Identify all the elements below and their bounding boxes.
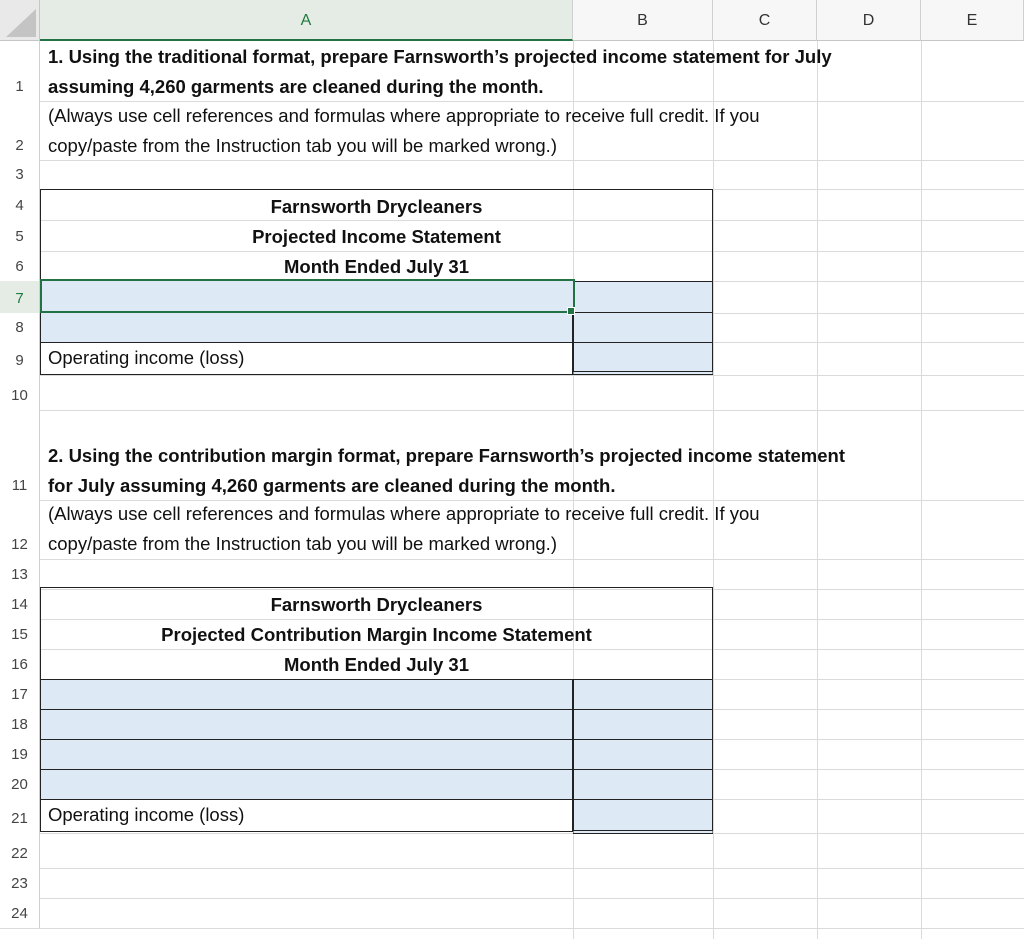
- row-header-7[interactable]: 7: [0, 281, 40, 313]
- row-header-3[interactable]: 3: [0, 160, 40, 189]
- question-2-note-line-2[interactable]: copy/paste from the Instruction tab you will be marked wrong.): [48, 533, 557, 554]
- statement-2-title[interactable]: Projected Contribution Margin Income Statement: [161, 624, 592, 645]
- row-header-1[interactable]: 1: [0, 41, 40, 101]
- statement-1-title[interactable]: Projected Income Statement: [252, 226, 501, 247]
- row-header-14[interactable]: 14: [0, 589, 40, 619]
- select-all-corner[interactable]: [0, 0, 40, 41]
- row-header-12[interactable]: 12: [0, 500, 40, 559]
- question-2-line-1[interactable]: 2. Using the contribution margin format, prepare Farnsworth’s projected income statement: [48, 445, 845, 466]
- statement-2-period[interactable]: Month Ended July 31: [283, 654, 470, 675]
- row-header-16[interactable]: 16: [0, 649, 40, 679]
- statement-2-row-17-label-input[interactable]: [40, 679, 573, 710]
- row-header-8[interactable]: 8: [0, 313, 40, 342]
- row-header-5[interactable]: 5: [0, 220, 40, 251]
- row-header-22[interactable]: 22: [0, 833, 40, 868]
- row-header-13[interactable]: 13: [0, 559, 40, 589]
- row-header-18[interactable]: 18: [0, 709, 40, 739]
- statement-2-total-amount-input[interactable]: [573, 799, 713, 834]
- question-1-note-line-1[interactable]: (Always use cell references and formulas where appropriate to receive full credit. If you: [48, 105, 760, 126]
- statement-2-row-19-amount-input[interactable]: [573, 739, 713, 770]
- row-header-4[interactable]: 4: [0, 189, 40, 220]
- statement-2-row-18-label-input[interactable]: [40, 709, 573, 740]
- statement-2-row-18-amount-input[interactable]: [573, 709, 713, 740]
- row-header-2[interactable]: 2: [0, 101, 40, 160]
- selected-cell-a7[interactable]: [40, 279, 575, 313]
- row-header-24[interactable]: 24: [0, 898, 40, 928]
- statement-1-company[interactable]: Farnsworth Drycleaners: [270, 196, 483, 217]
- row-header-17[interactable]: 17: [0, 679, 40, 709]
- statement-1-total-amount-input[interactable]: [573, 342, 713, 375]
- statement-1-period[interactable]: Month Ended July 31: [283, 256, 470, 277]
- column-header-d[interactable]: D: [817, 0, 921, 41]
- statement-2-company[interactable]: Farnsworth Drycleaners: [270, 594, 483, 615]
- question-2-note-line-1[interactable]: (Always use cell references and formulas where appropriate to receive full credit. If you: [48, 503, 760, 524]
- statement-2-row-20-label-input[interactable]: [40, 769, 573, 800]
- question-1-note-line-2[interactable]: copy/paste from the Instruction tab you will be marked wrong.): [48, 135, 557, 156]
- question-1-line-2[interactable]: assuming 4,260 garments are cleaned during the month.: [48, 76, 544, 97]
- column-header-c[interactable]: C: [713, 0, 817, 41]
- statement-2-row-20-amount-input[interactable]: [573, 769, 713, 800]
- statement-1-row-8-amount-input[interactable]: [573, 312, 713, 343]
- row-header-20[interactable]: 20: [0, 769, 40, 799]
- statement-2-row-17-amount-input[interactable]: [573, 679, 713, 710]
- question-1-line-1[interactable]: 1. Using the traditional format, prepare Farnsworth’s projected income statement for July: [48, 46, 832, 67]
- row-header-9[interactable]: 9: [0, 342, 40, 375]
- column-header-a[interactable]: A: [40, 0, 573, 41]
- statement-1-total-label[interactable]: Operating income (loss): [48, 347, 245, 368]
- row-header-6[interactable]: 6: [0, 251, 40, 281]
- row-header-10[interactable]: 10: [0, 375, 40, 410]
- column-header-e[interactable]: E: [921, 0, 1024, 41]
- statement-2-row-19-label-input[interactable]: [40, 739, 573, 770]
- row-header-19[interactable]: 19: [0, 739, 40, 769]
- row-header-15[interactable]: 15: [0, 619, 40, 649]
- question-2-line-2[interactable]: for July assuming 4,260 garments are cleaned during the month.: [48, 475, 616, 496]
- column-header-b[interactable]: B: [573, 0, 713, 41]
- statement-1-row-7-amount-input[interactable]: [573, 281, 713, 313]
- statement-1-row-8-label-input[interactable]: [40, 312, 573, 343]
- fill-handle[interactable]: [567, 307, 575, 315]
- statement-2-total-label[interactable]: Operating income (loss): [48, 804, 245, 825]
- row-header-21[interactable]: 21: [0, 799, 40, 833]
- row-header-23[interactable]: 23: [0, 868, 40, 898]
- row-header-11[interactable]: 11: [0, 410, 40, 500]
